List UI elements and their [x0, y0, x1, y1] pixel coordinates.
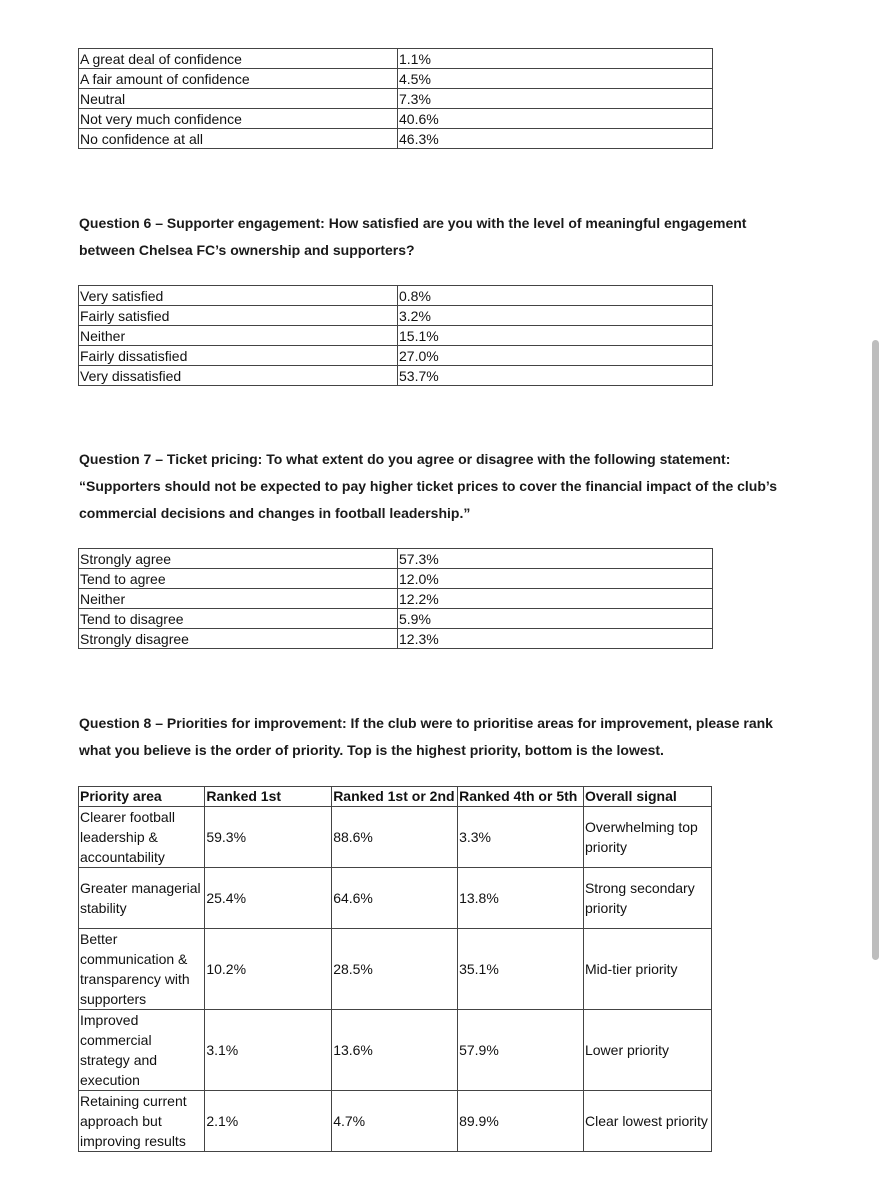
column-header: Ranked 4th or 5th: [458, 787, 584, 807]
q5-results-table: [78, 48, 713, 149]
cell-label: Tend to agree: [79, 569, 398, 589]
table-row: [79, 1091, 712, 1152]
ranked-1st-or-2nd: 13.6%: [332, 1010, 458, 1091]
cell-value: 46.3%: [398, 129, 713, 149]
table-row: [79, 306, 713, 326]
priority-area: Improved commercial strategy and execution: [79, 1010, 205, 1091]
cell-label: Neutral: [79, 89, 398, 109]
priority-area: Clearer football leadership & accountability: [79, 807, 205, 868]
overall-signal: Overwhelming top priority: [583, 807, 711, 868]
table-row: [79, 326, 713, 346]
cell-label: Strongly disagree: [79, 629, 398, 649]
column-header: Priority area: [79, 787, 205, 807]
q8-priority-table: [78, 786, 712, 1152]
cell-label: Neither: [79, 589, 398, 609]
q6-results-table: [78, 285, 713, 386]
cell-value: 3.2%: [398, 306, 713, 326]
cell-label: Not very much confidence: [79, 109, 398, 129]
cell-value: 12.2%: [398, 589, 713, 609]
cell-label: Neither: [79, 326, 398, 346]
priority-area: Greater managerial stability: [79, 868, 205, 929]
table-row: [79, 868, 712, 929]
column-header: Overall signal: [583, 787, 711, 807]
cell-label: Fairly dissatisfied: [79, 346, 398, 366]
table-row: [79, 629, 713, 649]
overall-signal: Mid-tier priority: [583, 929, 711, 1010]
cell-label: Strongly agree: [79, 549, 398, 569]
ranked-4th-or-5th: 3.3%: [458, 807, 584, 868]
overall-signal: Clear lowest priority: [583, 1091, 711, 1152]
cell-label: No confidence at all: [79, 129, 398, 149]
column-header: Ranked 1st: [205, 787, 332, 807]
table-row: [79, 109, 713, 129]
table-row: [79, 549, 713, 569]
overall-signal: Strong secondary priority: [583, 868, 711, 929]
table-row: [79, 69, 713, 89]
ranked-1st: 2.1%: [205, 1091, 332, 1152]
table-row: [79, 1010, 712, 1091]
cell-value: 53.7%: [398, 366, 713, 386]
cell-value: 57.3%: [398, 549, 713, 569]
vertical-scrollbar[interactable]: [872, 340, 879, 960]
ranked-1st: 10.2%: [205, 929, 332, 1010]
table-row: [79, 49, 713, 69]
overall-signal: Lower priority: [583, 1010, 711, 1091]
ranked-4th-or-5th: 57.9%: [458, 1010, 584, 1091]
cell-value: 4.5%: [398, 69, 713, 89]
cell-label: Fairly satisfied: [79, 306, 398, 326]
ranked-1st: 3.1%: [205, 1010, 332, 1091]
cell-label: A fair amount of confidence: [79, 69, 398, 89]
cell-value: 12.0%: [398, 569, 713, 589]
q7-results-table: [78, 548, 713, 649]
table-row: [79, 589, 713, 609]
cell-value: 27.0%: [398, 346, 713, 366]
ranked-1st-or-2nd: 64.6%: [332, 868, 458, 929]
ranked-1st-or-2nd: 28.5%: [332, 929, 458, 1010]
q7-heading: Question 7 – Ticket pricing: To what extent do you agree or disagree with the following statement: “Supporters should not be expected to pay higher ticket prices to cover the financial impact of the club’s commercial decisions and changes in football leadership.”: [79, 451, 778, 521]
q6-heading: Question 6 – Supporter engagement: How satisfied are you with the level of meaningful engagement between Chelsea FC’s ownership and supporters?: [79, 215, 747, 258]
cell-value: 40.6%: [398, 109, 713, 129]
table-row: [79, 129, 713, 149]
ranked-1st-or-2nd: 88.6%: [332, 807, 458, 868]
cell-value: 1.1%: [398, 49, 713, 69]
table-row: [79, 89, 713, 109]
column-header: Ranked 1st or 2nd: [332, 787, 458, 807]
cell-label: Very satisfied: [79, 286, 398, 306]
header-row: [79, 787, 712, 807]
ranked-4th-or-5th: 35.1%: [458, 929, 584, 1010]
cell-label: Very dissatisfied: [79, 366, 398, 386]
cell-value: 15.1%: [398, 326, 713, 346]
table-row: [79, 807, 712, 868]
ranked-4th-or-5th: 89.9%: [458, 1091, 584, 1152]
ranked-1st: 59.3%: [205, 807, 332, 868]
ranked-4th-or-5th: 13.8%: [458, 868, 584, 929]
cell-value: 12.3%: [398, 629, 713, 649]
priority-area: Better communication & transparency with supporters: [79, 929, 205, 1010]
table-row: [79, 346, 713, 366]
cell-value: 0.8%: [398, 286, 713, 306]
table-row: [79, 366, 713, 386]
cell-label: Tend to disagree: [79, 609, 398, 629]
ranked-1st: 25.4%: [205, 868, 332, 929]
cell-value: 7.3%: [398, 89, 713, 109]
table-row: [79, 569, 713, 589]
table-row: [79, 286, 713, 306]
ranked-1st-or-2nd: 4.7%: [332, 1091, 458, 1152]
table-row: [79, 929, 712, 1010]
cell-label: A great deal of confidence: [79, 49, 398, 69]
table-row: [79, 609, 713, 629]
cell-value: 5.9%: [398, 609, 713, 629]
priority-area: Retaining current approach but improving results: [79, 1091, 205, 1152]
q8-heading: Question 8 – Priorities for improvement: If the club were to prioritise areas for improvement, please rank what you believe is the order of priority. Top is the highest priority, bottom is the lowest.: [79, 715, 773, 758]
